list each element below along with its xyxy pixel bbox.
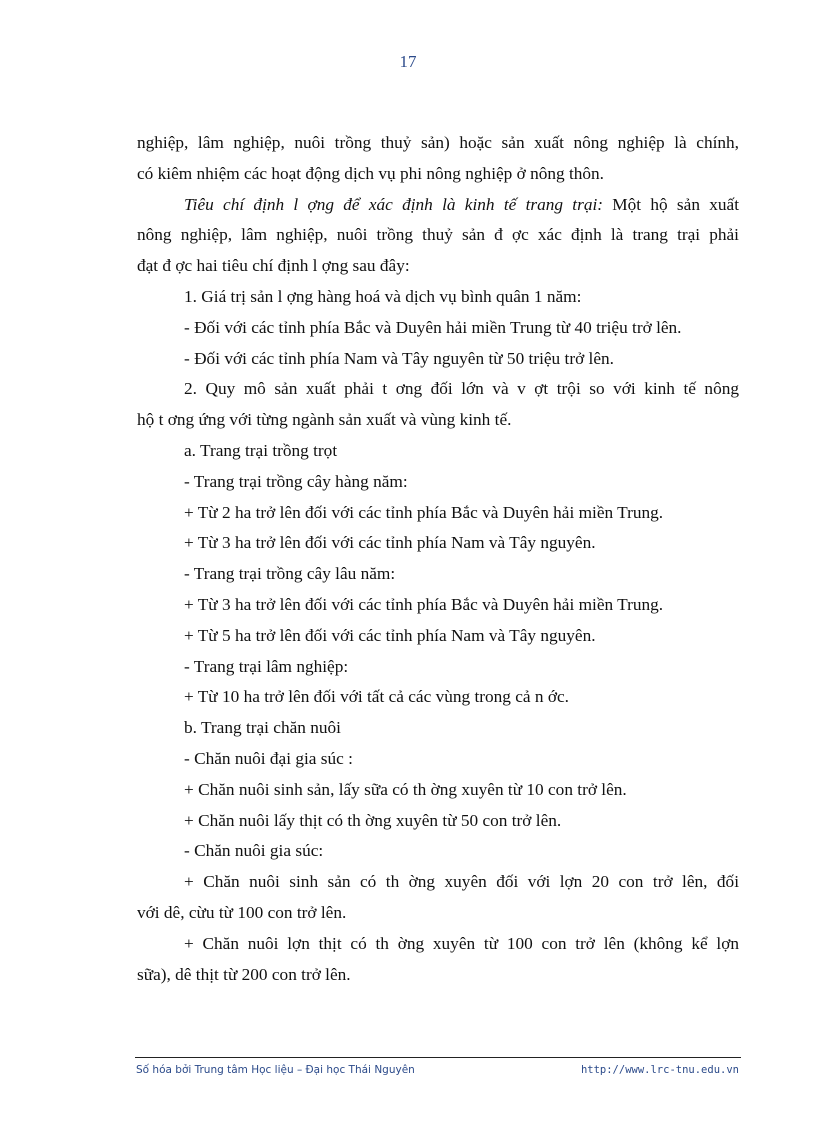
text-line: có kiêm nhiệm các hoạt động dịch vụ phi nông nghiệp ở nông thôn. <box>137 163 605 183</box>
footer-divider <box>135 1057 741 1058</box>
list-item: - Đối với các tỉnh phía Nam và Tây nguyên từ 50 triệu trở lên. <box>184 348 614 368</box>
list-item: + Từ 5 ha trở lên đối với các tỉnh phía Nam và Tây nguyên. <box>184 625 596 645</box>
text-line: hộ t ơng ứng với từng ngành sản xuất và vùng kinh tế. <box>137 410 512 430</box>
paragraph-5 <box>137 929 739 991</box>
list-item: - Trang trại trồng cây hàng năm: <box>184 471 408 491</box>
text-line: đạt đ ợc hai tiêu chí định l ợng sau đây: <box>137 256 410 276</box>
paragraph-4 <box>137 867 739 929</box>
text-line: sữa), dê thịt từ 200 con trở lên. <box>137 964 351 984</box>
criteria-heading: Tiêu chí định l ợng để xác định là kinh tế trang trại: <box>184 194 604 214</box>
paragraph-2 <box>137 190 739 282</box>
footer-url: http://www.lrc-tnu.edu.vn <box>580 1064 739 1076</box>
list-item: - Đối với các tỉnh phía Bắc và Duyên hải miền Trung từ 40 triệu trở lên. <box>184 317 682 337</box>
list-item: a. Trang trại trồng trọt <box>184 440 338 460</box>
page-body <box>137 128 739 990</box>
list-item: + Chăn nuôi sinh sản, lấy sữa có th ờng xuyên từ 10 con trở lên. <box>184 779 627 799</box>
list-item: - Chăn nuôi gia súc: <box>184 841 324 861</box>
list-item: - Chăn nuôi đại gia súc : <box>184 748 353 768</box>
text-fragment: Một hộ sản xuất <box>603 194 739 214</box>
list-item: + Từ 10 ha trở lên đối với tất cả các vùng trong cả n ớc. <box>184 687 569 707</box>
list-item: + Từ 3 ha trở lên đối với các tỉnh phía Nam và Tây nguyên. <box>184 533 596 553</box>
text-line: 2. Quy mô sản xuất phải t ơng đối lớn và v ợt trội so với kinh tế nông <box>184 379 739 399</box>
text-line: nghiệp, lâm nghiệp, nuôi trồng thuỷ sản) hoặc sản xuất nông nghiệp là chính, <box>137 133 739 152</box>
list-item: + Từ 2 ha trở lên đối với các tỉnh phía Bắc và Duyên hải miền Trung. <box>184 502 664 522</box>
page-number: 17 <box>399 52 417 71</box>
list-item: - Trang trại lâm nghiệp: <box>184 656 349 676</box>
list-item: + Chăn nuôi lấy thịt có th ờng xuyên từ 50 con trở lên. <box>184 810 562 830</box>
text-line: với dê, cừu từ 100 con trở lên. <box>137 902 347 922</box>
paragraph-3 <box>137 374 739 436</box>
list-item: - Trang trại trồng cây lâu năm: <box>184 564 396 584</box>
list-item: + Từ 3 ha trở lên đối với các tỉnh phía Bắc và Duyên hải miền Trung. <box>184 594 664 614</box>
list-item: 1. Giá trị sản l ợng hàng hoá và dịch vụ bình quân 1 năm: <box>184 286 582 306</box>
text-line <box>137 190 739 221</box>
paragraph-1 <box>137 128 739 190</box>
list-item: b. Trang trại chăn nuôi <box>184 718 341 738</box>
footer-source-text: Số hóa bởi Trung tâm Học liệu – Đại học Thái Nguyên <box>136 1064 415 1076</box>
text-line: + Chăn nuôi sinh sản có th ờng xuyên đối với lợn 20 con trở lên, đối <box>184 872 739 892</box>
text-line: nông nghiệp, lâm nghiệp, nuôi trồng thuỷ sản đ ợc xác định là trang trại phải <box>137 225 739 245</box>
text-line: + Chăn nuôi lợn thịt có th ờng xuyên từ 100 con trở lên (không kể lợn <box>184 933 739 953</box>
